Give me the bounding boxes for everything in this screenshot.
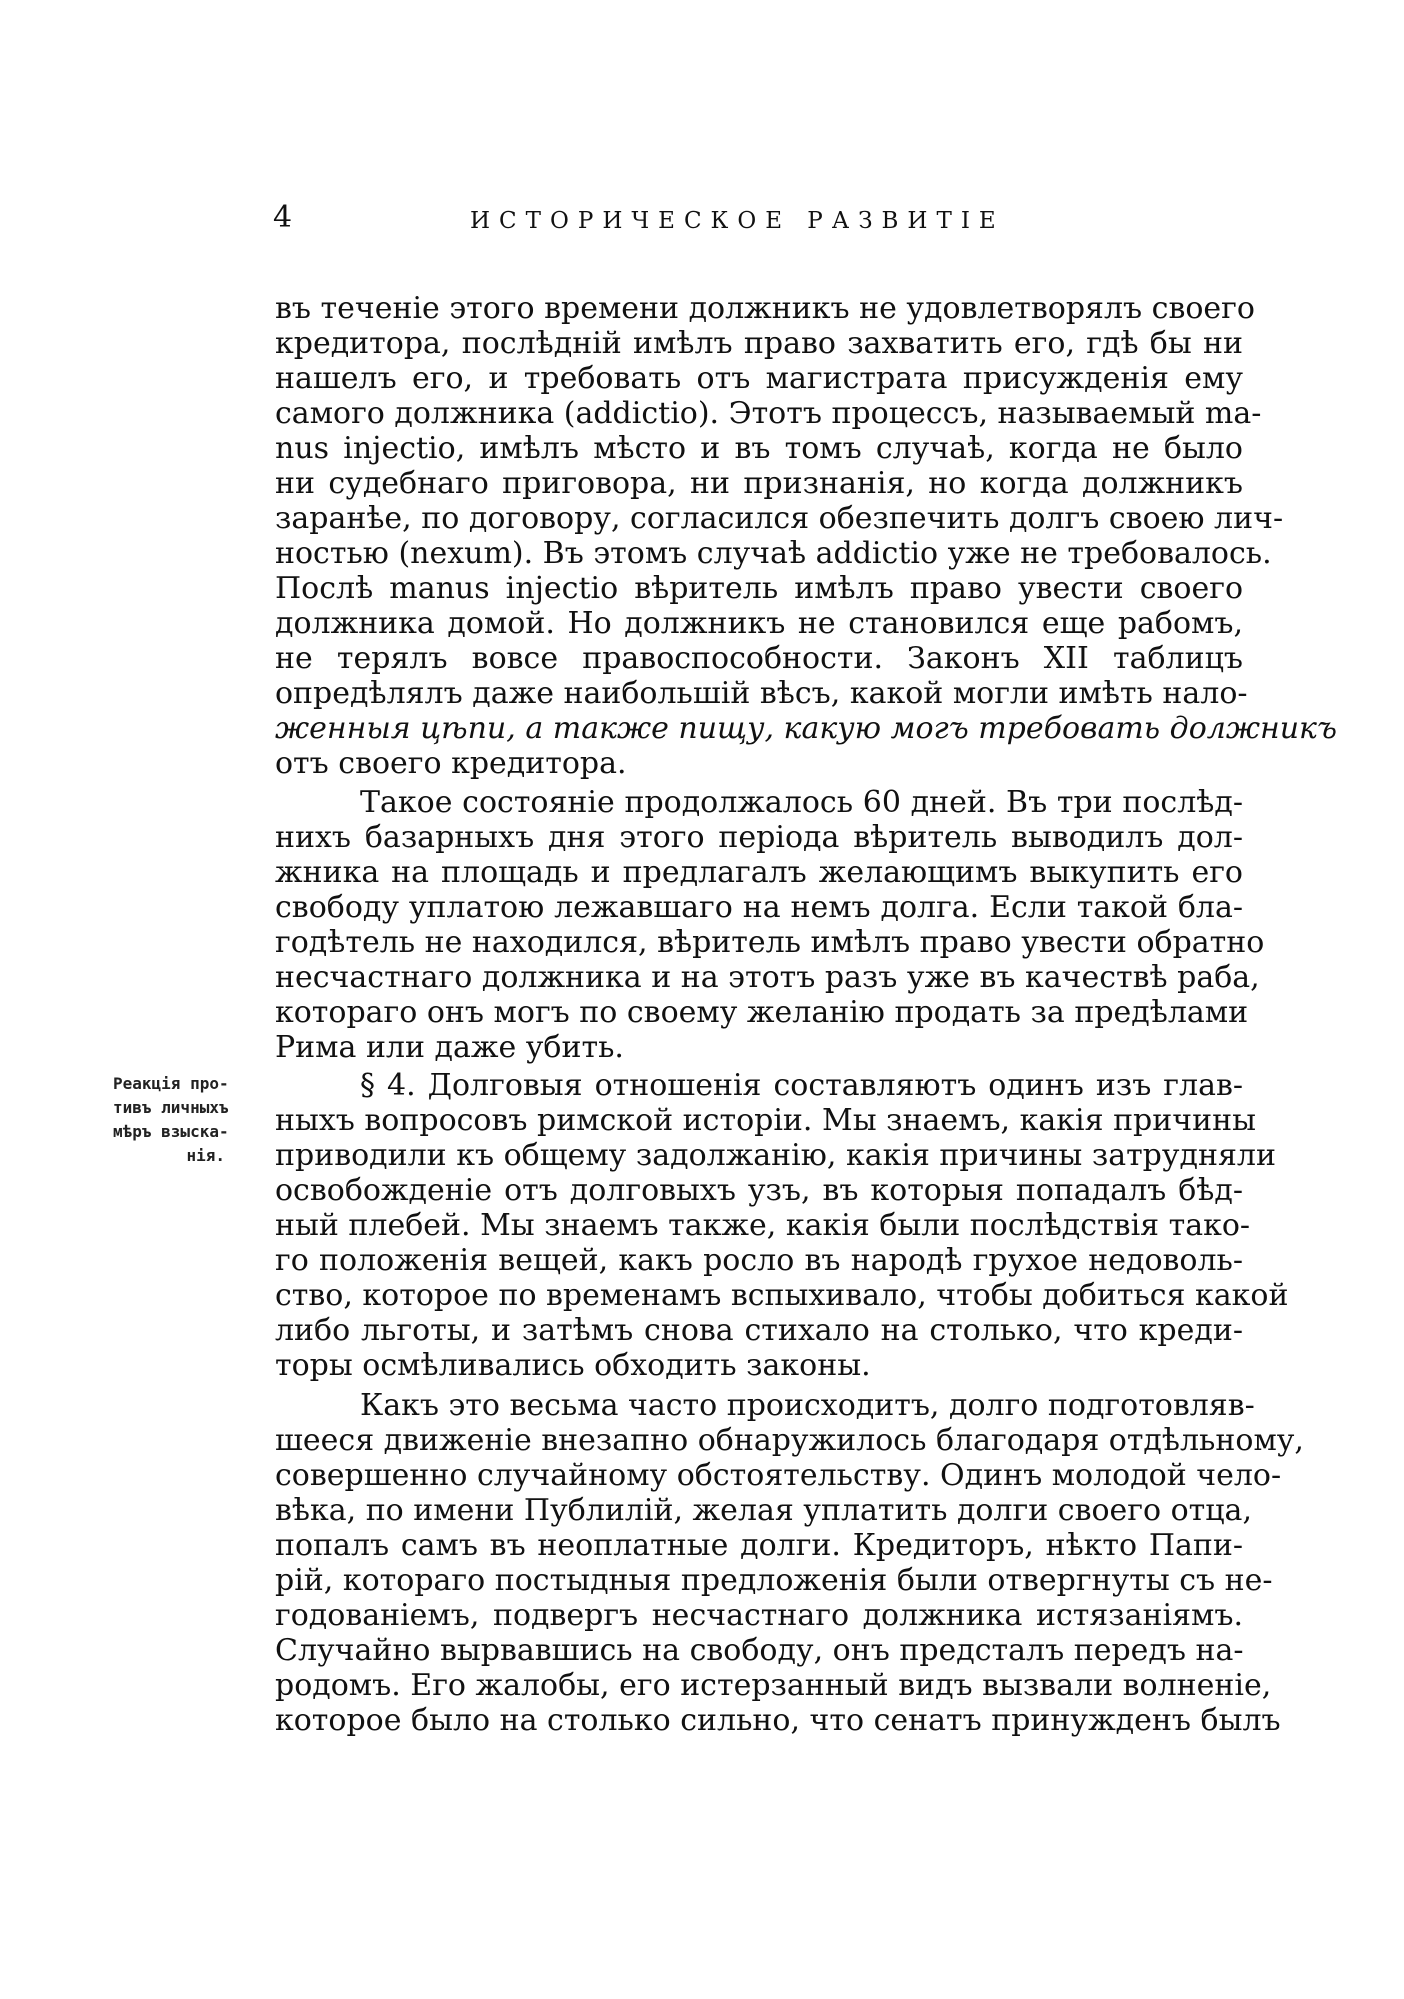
sidenote-line: мѣръ взыска-: [113, 1122, 229, 1141]
text-line: опредѣлялъ даже наибольшій вѣсъ, какой могли имѣть нало-: [275, 676, 1248, 711]
text-line: освобожденіе отъ долговыхъ узъ, въ которыя попадалъ бѣд-: [275, 1173, 1243, 1208]
text-line: родомъ. Его жалобы, его истерзанный видъ вызвали волненіе,: [275, 1668, 1272, 1703]
margin-sidenote: [113, 1072, 273, 1168]
text-line: нихъ базарныхъ дня этого періода вѣритель выводилъ дол-: [275, 820, 1243, 855]
text-line: отъ своего кредитора.: [275, 746, 627, 781]
text-line: ный плебей. Мы знаемъ также, какія были послѣдствія тако-: [275, 1208, 1251, 1243]
text-line: годованіемъ, подвергъ несчастнаго должника истязаніямъ.: [275, 1598, 1243, 1633]
sidenote-line: Реакція про-: [113, 1074, 229, 1093]
sidenote-line: тивъ личныхъ: [113, 1098, 229, 1117]
text-line: жника на площадь и предлагалъ желающимъ выкупить его: [275, 855, 1243, 890]
text-line: совершенно случайному обстоятельству. Одинъ молодой чело-: [275, 1458, 1282, 1493]
text-line: самого должника (addictio). Этотъ процессъ, называемый ma-: [275, 396, 1262, 431]
text-line: въ теченіе этого времени должникъ не удовлетворялъ своего: [275, 291, 1255, 326]
text-line: должника домой. Но должникъ не становился еще рабомъ,: [275, 606, 1243, 641]
paragraph-start-line: Такое состояніе продолжалось 60 дней. Въ три послѣд-: [360, 785, 1243, 820]
text-line: nus injectio, имѣлъ мѣсто и въ томъ случаѣ, когда не было: [275, 431, 1243, 466]
text-line: которое было на столько сильно, что сенатъ принужденъ былъ: [275, 1703, 1281, 1738]
text-line: нашелъ его, и требовать отъ магистрата присужденія ему: [275, 361, 1243, 396]
text-line: торы осмѣливались обходить законы.: [275, 1348, 871, 1383]
text-line: ство, которое по временамъ вспыхивало, чтобы добиться какой: [275, 1278, 1289, 1313]
text-line: ни судебнаго приговора, ни признанія, но когда должникъ: [275, 466, 1243, 501]
page-number: 4: [273, 200, 293, 235]
text-line: котораго онъ могъ по своему желанію продать за предѣлами: [275, 995, 1249, 1030]
running-title: ИСТОРИЧЕСКОЕ РАЗВИТІЕ: [470, 208, 1005, 234]
sidenote-line: нія.: [186, 1146, 225, 1165]
text-line: либо льготы, и затѣмъ снова стихало на столько, что креди-: [275, 1313, 1243, 1348]
text-line: заранѣе, по договору, согласился обезпечить долгъ своею лич-: [275, 501, 1284, 536]
text-line: вѣка, по имени Публилій, желая уплатить долги своего отца,: [275, 1493, 1252, 1528]
text-line: свободу уплатою лежавшаго на немъ долга. Если такой бла-: [275, 890, 1243, 925]
text-line: не терялъ вовсе правоспособности. Законъ XII таблицъ: [275, 641, 1243, 676]
text-line: попалъ самъ въ неоплатные долги. Кредиторъ, нѣкто Папи-: [275, 1528, 1243, 1563]
section-start-line: § 4. Долговыя отношенія составляютъ одинъ изъ глав-: [360, 1068, 1243, 1103]
text-line: несчастнаго должника и на этотъ разъ уже въ качествѣ раба,: [275, 960, 1260, 995]
text-line-italic: [275, 711, 1337, 747]
text-line: шееся движеніе внезапно обнаружилось благодаря отдѣльному,: [275, 1423, 1304, 1458]
text-line: Рима или даже убить.: [275, 1030, 624, 1065]
text-line: Случайно вырвавшись на свободу, онъ предсталъ передъ на-: [275, 1633, 1244, 1668]
text-line: ностью (nexum). Въ этомъ случаѣ addictio уже не требовалось.: [275, 536, 1272, 571]
text-line: Послѣ manus injectio вѣритель имѣлъ право увести своего: [275, 571, 1243, 606]
text-line: годѣтель не находился, вѣритель имѣлъ право увести обратно: [275, 925, 1265, 960]
paragraph-start-line: Какъ это весьма часто происходитъ, долго подготовляв-: [360, 1388, 1255, 1423]
italic-rest: а также пищу, какую могъ требовать должникъ: [515, 711, 1337, 746]
text-line: рій, котораго постыдныя предложенія были отвергнуты съ не-: [275, 1563, 1273, 1598]
text-line: ныхъ вопросовъ римской исторіи. Мы знаемъ, какія причины: [275, 1103, 1256, 1138]
text-line: приводили къ общему задолжанію, какія причины затрудняли: [275, 1138, 1276, 1173]
text-line: кредитора, послѣдній имѣлъ право захватить его, гдѣ бы ни: [275, 326, 1243, 361]
text-line: го положенія вещей, какъ росло въ народѣ грухое недоволь-: [275, 1243, 1243, 1278]
italic-start: женныя цѣпи,: [275, 711, 516, 746]
